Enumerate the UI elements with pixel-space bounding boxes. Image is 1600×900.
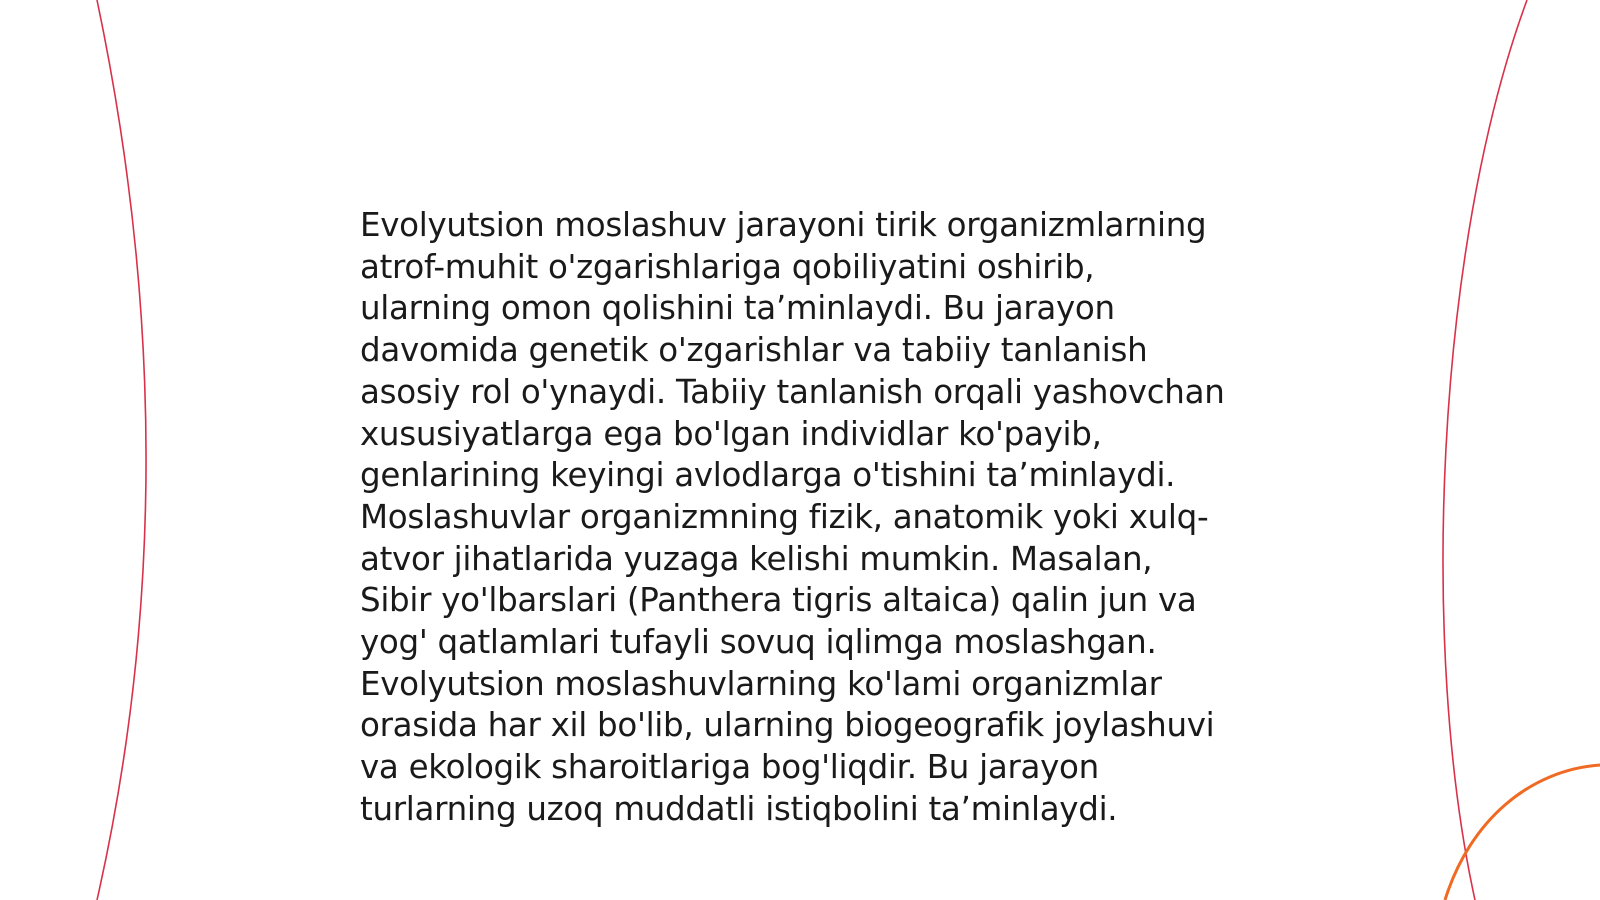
right-curve-line [1443,0,1527,900]
body-paragraph: Evolyutsion moslashuv jarayoni tirik organizmlarning atrof-muhit o'zgarishlariga qobiliyatini oshirib, ularning omon qolishini ta’minlaydi. Bu jarayon davomida genetik o'zgarishlar va tabiiy tanlanish asosiy rol o'ynaydi. Tabiiy tanlanish orqali yashovchan xususiyatlarga ega bo'lgan individlar ko'payib, genlarining keyingi avlodlarga o'tishini ta’minlaydi. Moslashuvlar organizmning fizik, anatomik yoki xulq- atvor jihatlarida yuzaga kelishi mumkin. Masalan, Sibir yo'lbarslari (Panthera tigris altaica) qalin jun va yog' qatlamlari tufayli sovuq iqlimga moslashgan. Evolyutsion moslashuvlarning ko'lami organizmlar orasida har xil bo'lib, ularning biogeografik joylashuvi va ekologik sharoitlariga bog'liqdir. Bu jarayon turlarning uzoq muddatli istiqbolini ta’minlaydi. [360,206,1225,828]
left-curve-line [97,0,146,900]
orange-arc [1445,765,1600,900]
